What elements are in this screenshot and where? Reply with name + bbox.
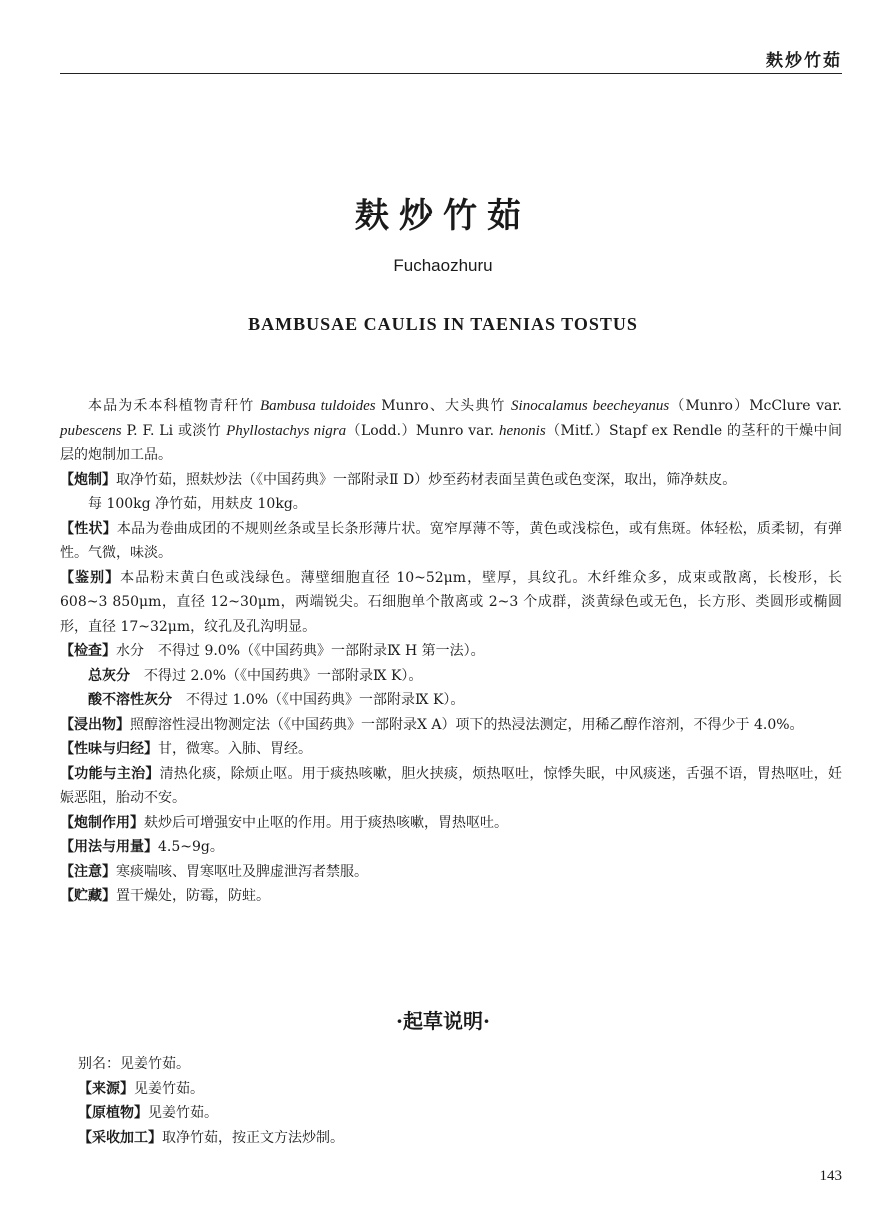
- intro-paragraph: 本品为禾本科植物青秆竹 Bambusa tuldoides Munro、大头典竹 Sinocalamus beecheyanus（Munro）McClure var. pubescens P. F. Li 或淡竹 Phyllostachys nigra（Lodd.）Munro var. henonis（Mitf.）Stapf ex Rendle 的茎秆的干燥中间层的炮制加工品。: [60, 398, 842, 463]
- notes-title: ·起草说明·: [396, 1009, 490, 1033]
- section-yongfa: 【用法与用量】4.5~9g。: [60, 839, 224, 855]
- note-laiyuan: 【来源】见姜竹茹。: [78, 1080, 204, 1097]
- section-jianbie: 【鉴别】本品粉末黄白色或浅绿色。薄壁细胞直径 10~52μm，壁厚，具纹孔。木纤维众多，成束或散离，长梭形，长 608~3 850μm，直径 12~30μm，两端锐尖。石细胞单个散离或 2~3 个成群，淡黄绿色或无色，长方形、类圆形或椭圆形，直径 17~32μm，纹孔及孔沟明显。: [60, 569, 842, 635]
- page-number: 143: [819, 1168, 842, 1184]
- note-yuanzhiwu: 【原植物】见姜竹茹。: [78, 1105, 218, 1121]
- title-pinyin: Fuchaozhuru: [393, 256, 493, 275]
- section-zhucang: 【贮藏】置干燥处，防霉，防蛀。: [60, 888, 270, 904]
- note-bieming: 别名：见姜竹茹。: [78, 1056, 190, 1072]
- section-gongneng: 【功能与主治】清热化痰，除烦止呕。用于痰热咳嗽，胆火挟痰，烦热呕吐，惊悸失眠，中风痰迷，舌强不语，胃热呕吐，妊娠恶阻，胎动不安。: [60, 765, 843, 806]
- section-zonghui: 总灰分 不得过 2.0%（《中国药典》一部附录Ⅸ K）。: [88, 667, 423, 684]
- section-paozhi: 【炮制】取净竹茹，照麸炒法（《中国药典》一部附录Ⅱ D）炒至药材表面呈黄色或色变深，取出，筛净麸皮。: [60, 471, 737, 488]
- section-xingzhuang: 【性状】本品为卷曲成团的不规则丝条或呈长条形薄片状。宽窄厚薄不等，黄色或浅棕色，或有焦斑。体轻松，质柔韧，有弹性。气微，味淡。: [60, 520, 842, 561]
- section-jiancha: 【检查】水分 不得过 9.0%（《中国药典》一部附录Ⅸ H 第一法）。: [60, 643, 485, 659]
- header-rule: [60, 73, 842, 74]
- section-paozhi-ratio: 每 100kg 净竹茹，用麸皮 10kg。: [88, 496, 307, 512]
- drafting-notes: [78, 1052, 842, 1150]
- running-head: 麸炒竹茹: [766, 51, 842, 71]
- page-title: 麸炒竹茹: [355, 196, 531, 236]
- section-xingwei: 【性味与归经】甘，微寒。入肺、胃经。: [60, 741, 312, 757]
- section-zhuyi: 【注意】寒痰喘咳、胃寒呕吐及脾虚泄泻者禁服。: [60, 863, 368, 880]
- title-latin: BAMBUSAE CAULIS IN TAENIAS TOSTUS: [248, 314, 638, 334]
- section-zuoyong: 【炮制作用】麸炒后可增强安中止呕的作用。用于痰热咳嗽，胃热呕吐。: [60, 814, 508, 831]
- section-suanbu: 酸不溶性灰分 不得过 1.0%（《中国药典》一部附录Ⅸ K）。: [88, 692, 465, 708]
- section-jinchu: 【浸出物】照醇溶性浸出物测定法（《中国药典》一部附录Ⅹ A）项下的热浸法测定，用稀乙醇作溶剂，不得少于 4.0%。: [60, 716, 804, 733]
- note-caishou: 【采收加工】取净竹茹，按正文方法炒制。: [78, 1129, 344, 1146]
- monograph-body: [60, 394, 842, 909]
